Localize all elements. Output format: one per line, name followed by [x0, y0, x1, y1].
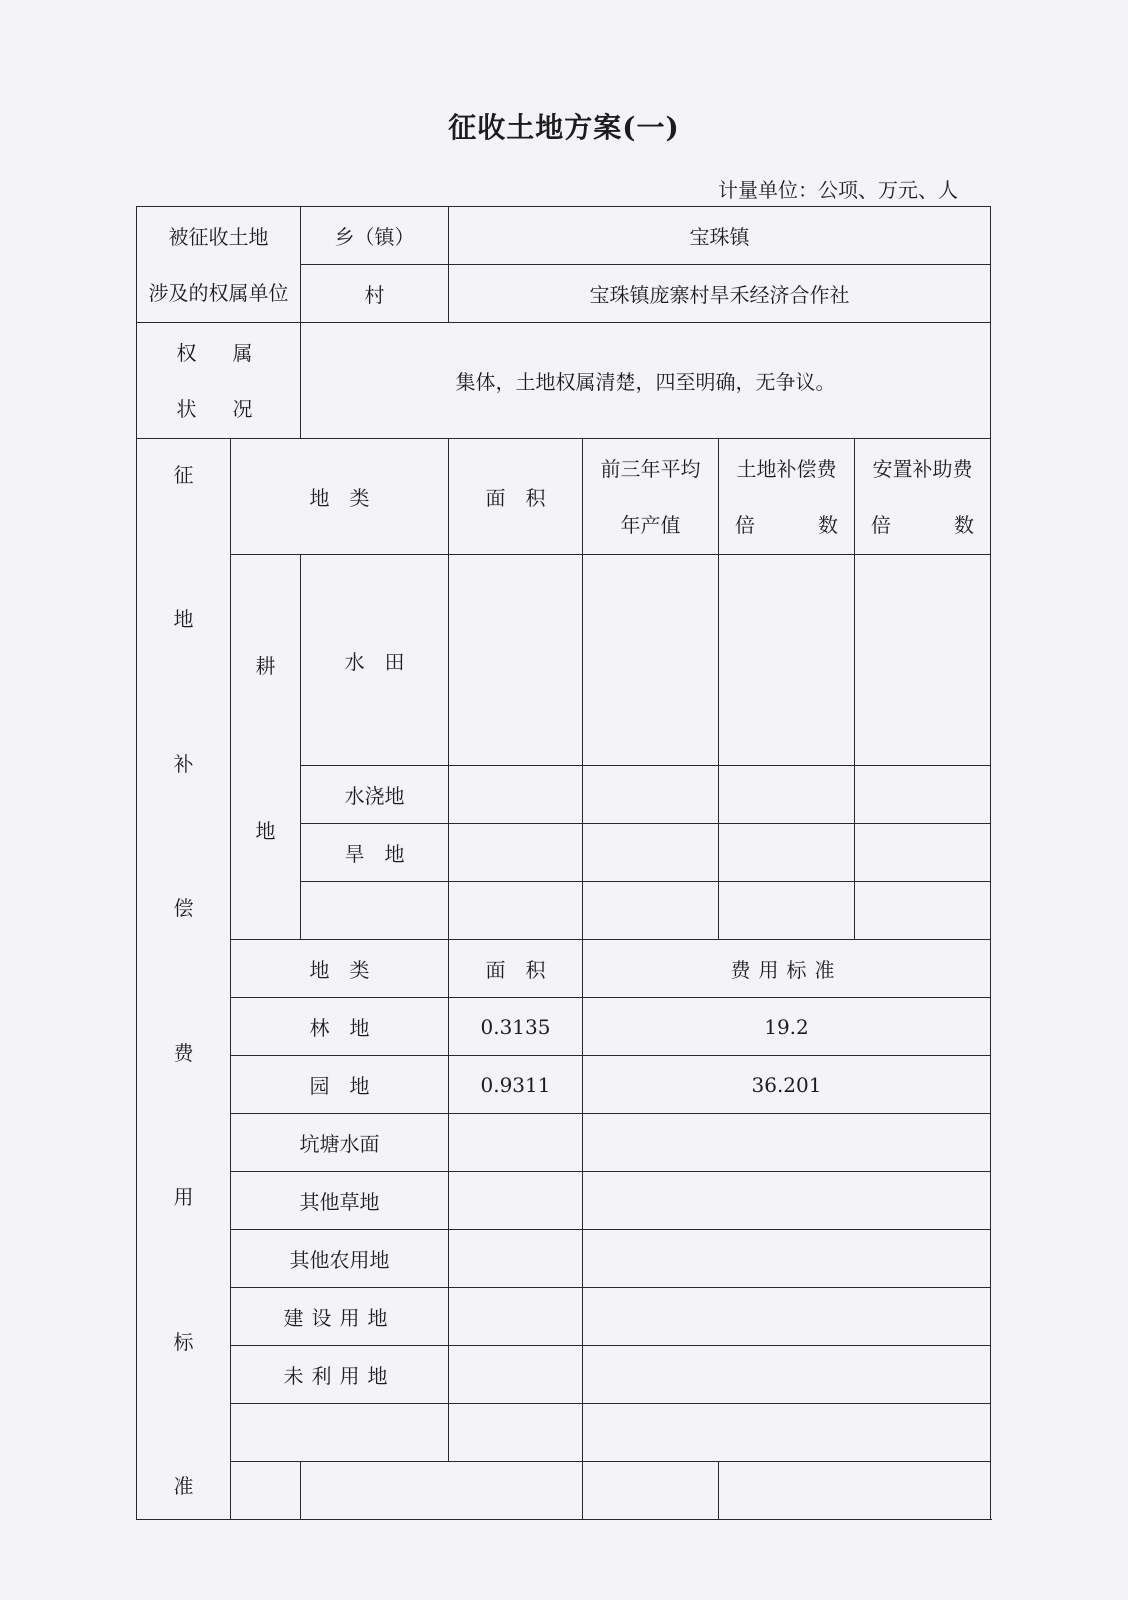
- header-avg-line2: 年产值: [620, 512, 681, 537]
- header-area: 面 积: [449, 439, 583, 555]
- header2-land-type: 地 类: [231, 940, 449, 998]
- bottom-blank-4: [719, 1462, 991, 1520]
- owner-label-cell: [137, 207, 301, 323]
- row-unused-fee: [583, 1346, 991, 1404]
- paddy-label: 水 田: [301, 555, 449, 766]
- dry-label: 旱 地: [301, 824, 449, 882]
- arable-extra-avg: [583, 882, 719, 940]
- header-land-type: 地 类: [231, 439, 449, 555]
- header-resettle-multiple-a: 倍: [871, 512, 891, 537]
- paddy-area: [449, 555, 583, 766]
- row-other-agri-fee: [583, 1230, 991, 1288]
- header-avg-output: [583, 439, 719, 555]
- dry-land-comp: [719, 824, 855, 882]
- land-acquisition-table: [136, 206, 991, 1520]
- comp-side-char-3: 偿: [173, 896, 194, 921]
- village-label: 村: [301, 265, 449, 323]
- arable-chars: [231, 632, 300, 862]
- comp-side-chars: [137, 439, 230, 1519]
- bottom-blank-1: [231, 1462, 301, 1520]
- owner-label-line1: 被征收土地: [168, 224, 269, 249]
- arable-extra-area: [449, 882, 583, 940]
- header-avg-line1: 前三年平均: [600, 456, 701, 481]
- row-pond-name: 坑塘水面: [231, 1114, 449, 1172]
- row-blank-area: [449, 1404, 583, 1462]
- row-grass-name: 其他草地: [231, 1172, 449, 1230]
- dry-resettle: [855, 824, 991, 882]
- bottom-blank-2: [301, 1462, 583, 1520]
- paddy-avg: [583, 555, 719, 766]
- header-resettle: [855, 439, 991, 555]
- measurement-unit: 计量单位：公项、万元、人: [718, 178, 958, 202]
- status-label-line1: 权 属: [176, 340, 261, 365]
- row-forest-area: 0.3135: [449, 998, 583, 1056]
- comp-side-char-5: 用: [173, 1185, 194, 1210]
- header2-fee-standard: 费用标准: [583, 940, 991, 998]
- row-grass-area: [449, 1172, 583, 1230]
- comp-side-char-1: 地: [173, 607, 194, 632]
- header-land-comp-line1: 土地补偿费: [736, 456, 837, 481]
- dry-area: [449, 824, 583, 882]
- comp-side-label: [137, 439, 231, 1520]
- irrigated-land-comp: [719, 766, 855, 824]
- row-other-agri-area: [449, 1230, 583, 1288]
- header2-area: 面 积: [449, 940, 583, 998]
- row-other-agri-name: 其他农用地: [231, 1230, 449, 1288]
- bottom-blank-3: [583, 1462, 719, 1520]
- town-label: 乡（镇）: [301, 207, 449, 265]
- row-pond-fee: [583, 1114, 991, 1172]
- comp-side-char-4: 费: [173, 1040, 194, 1065]
- header-resettle-multiple-b: 数: [954, 512, 974, 537]
- header-resettle-line1: 安置补助费: [872, 456, 973, 481]
- row-construction-name: 建设用地: [231, 1288, 449, 1346]
- row-grass-fee: [583, 1172, 991, 1230]
- arable-extra-label: [301, 882, 449, 940]
- row-unused-area: [449, 1346, 583, 1404]
- comp-side-char-0: 征: [173, 463, 194, 487]
- dry-avg: [583, 824, 719, 882]
- paddy-land-comp: [719, 555, 855, 766]
- arable-char-1: 地: [255, 819, 276, 843]
- arable-extra-resettle: [855, 882, 991, 940]
- status-label-cell: [137, 323, 301, 439]
- row-unused-name: 未利用地: [231, 1346, 449, 1404]
- status-value: 集体，土地权属清楚，四至明确，无争议。: [301, 323, 991, 439]
- row-blank-name: [231, 1404, 449, 1462]
- irrigated-label: 水浇地: [301, 766, 449, 824]
- row-garden-name: 园 地: [231, 1056, 449, 1114]
- row-construction-fee: [583, 1288, 991, 1346]
- village-value: 宝珠镇庞寨村旱禾经济合作社: [449, 265, 991, 323]
- status-label-line2: 状 况: [176, 396, 261, 421]
- row-blank-fee: [583, 1404, 991, 1462]
- row-forest-fee: 19.2: [583, 998, 991, 1056]
- row-garden-area: 0.9311: [449, 1056, 583, 1114]
- header-land-comp-multiple-a: 倍: [735, 512, 755, 537]
- paddy-resettle: [855, 555, 991, 766]
- irrigated-area: [449, 766, 583, 824]
- arable-extra-land-comp: [719, 882, 855, 940]
- irrigated-resettle: [855, 766, 991, 824]
- arable-char-0: 耕: [255, 654, 276, 678]
- comp-side-char-7: 准: [173, 1473, 194, 1498]
- row-forest-name: 林 地: [231, 998, 449, 1056]
- row-construction-area: [449, 1288, 583, 1346]
- comp-side-char-2: 补: [173, 751, 194, 776]
- row-pond-area: [449, 1114, 583, 1172]
- document-title: 征收土地方案(一): [448, 111, 680, 144]
- town-value: 宝珠镇: [449, 207, 991, 265]
- row-garden-fee: 36.201: [583, 1056, 991, 1114]
- comp-side-char-6: 标: [173, 1329, 194, 1354]
- owner-label-line2: 涉及的权属单位: [148, 280, 289, 305]
- irrigated-avg: [583, 766, 719, 824]
- arable-label: [231, 555, 301, 940]
- header-land-comp-multiple-b: 数: [818, 512, 838, 537]
- header-land-comp: [719, 439, 855, 555]
